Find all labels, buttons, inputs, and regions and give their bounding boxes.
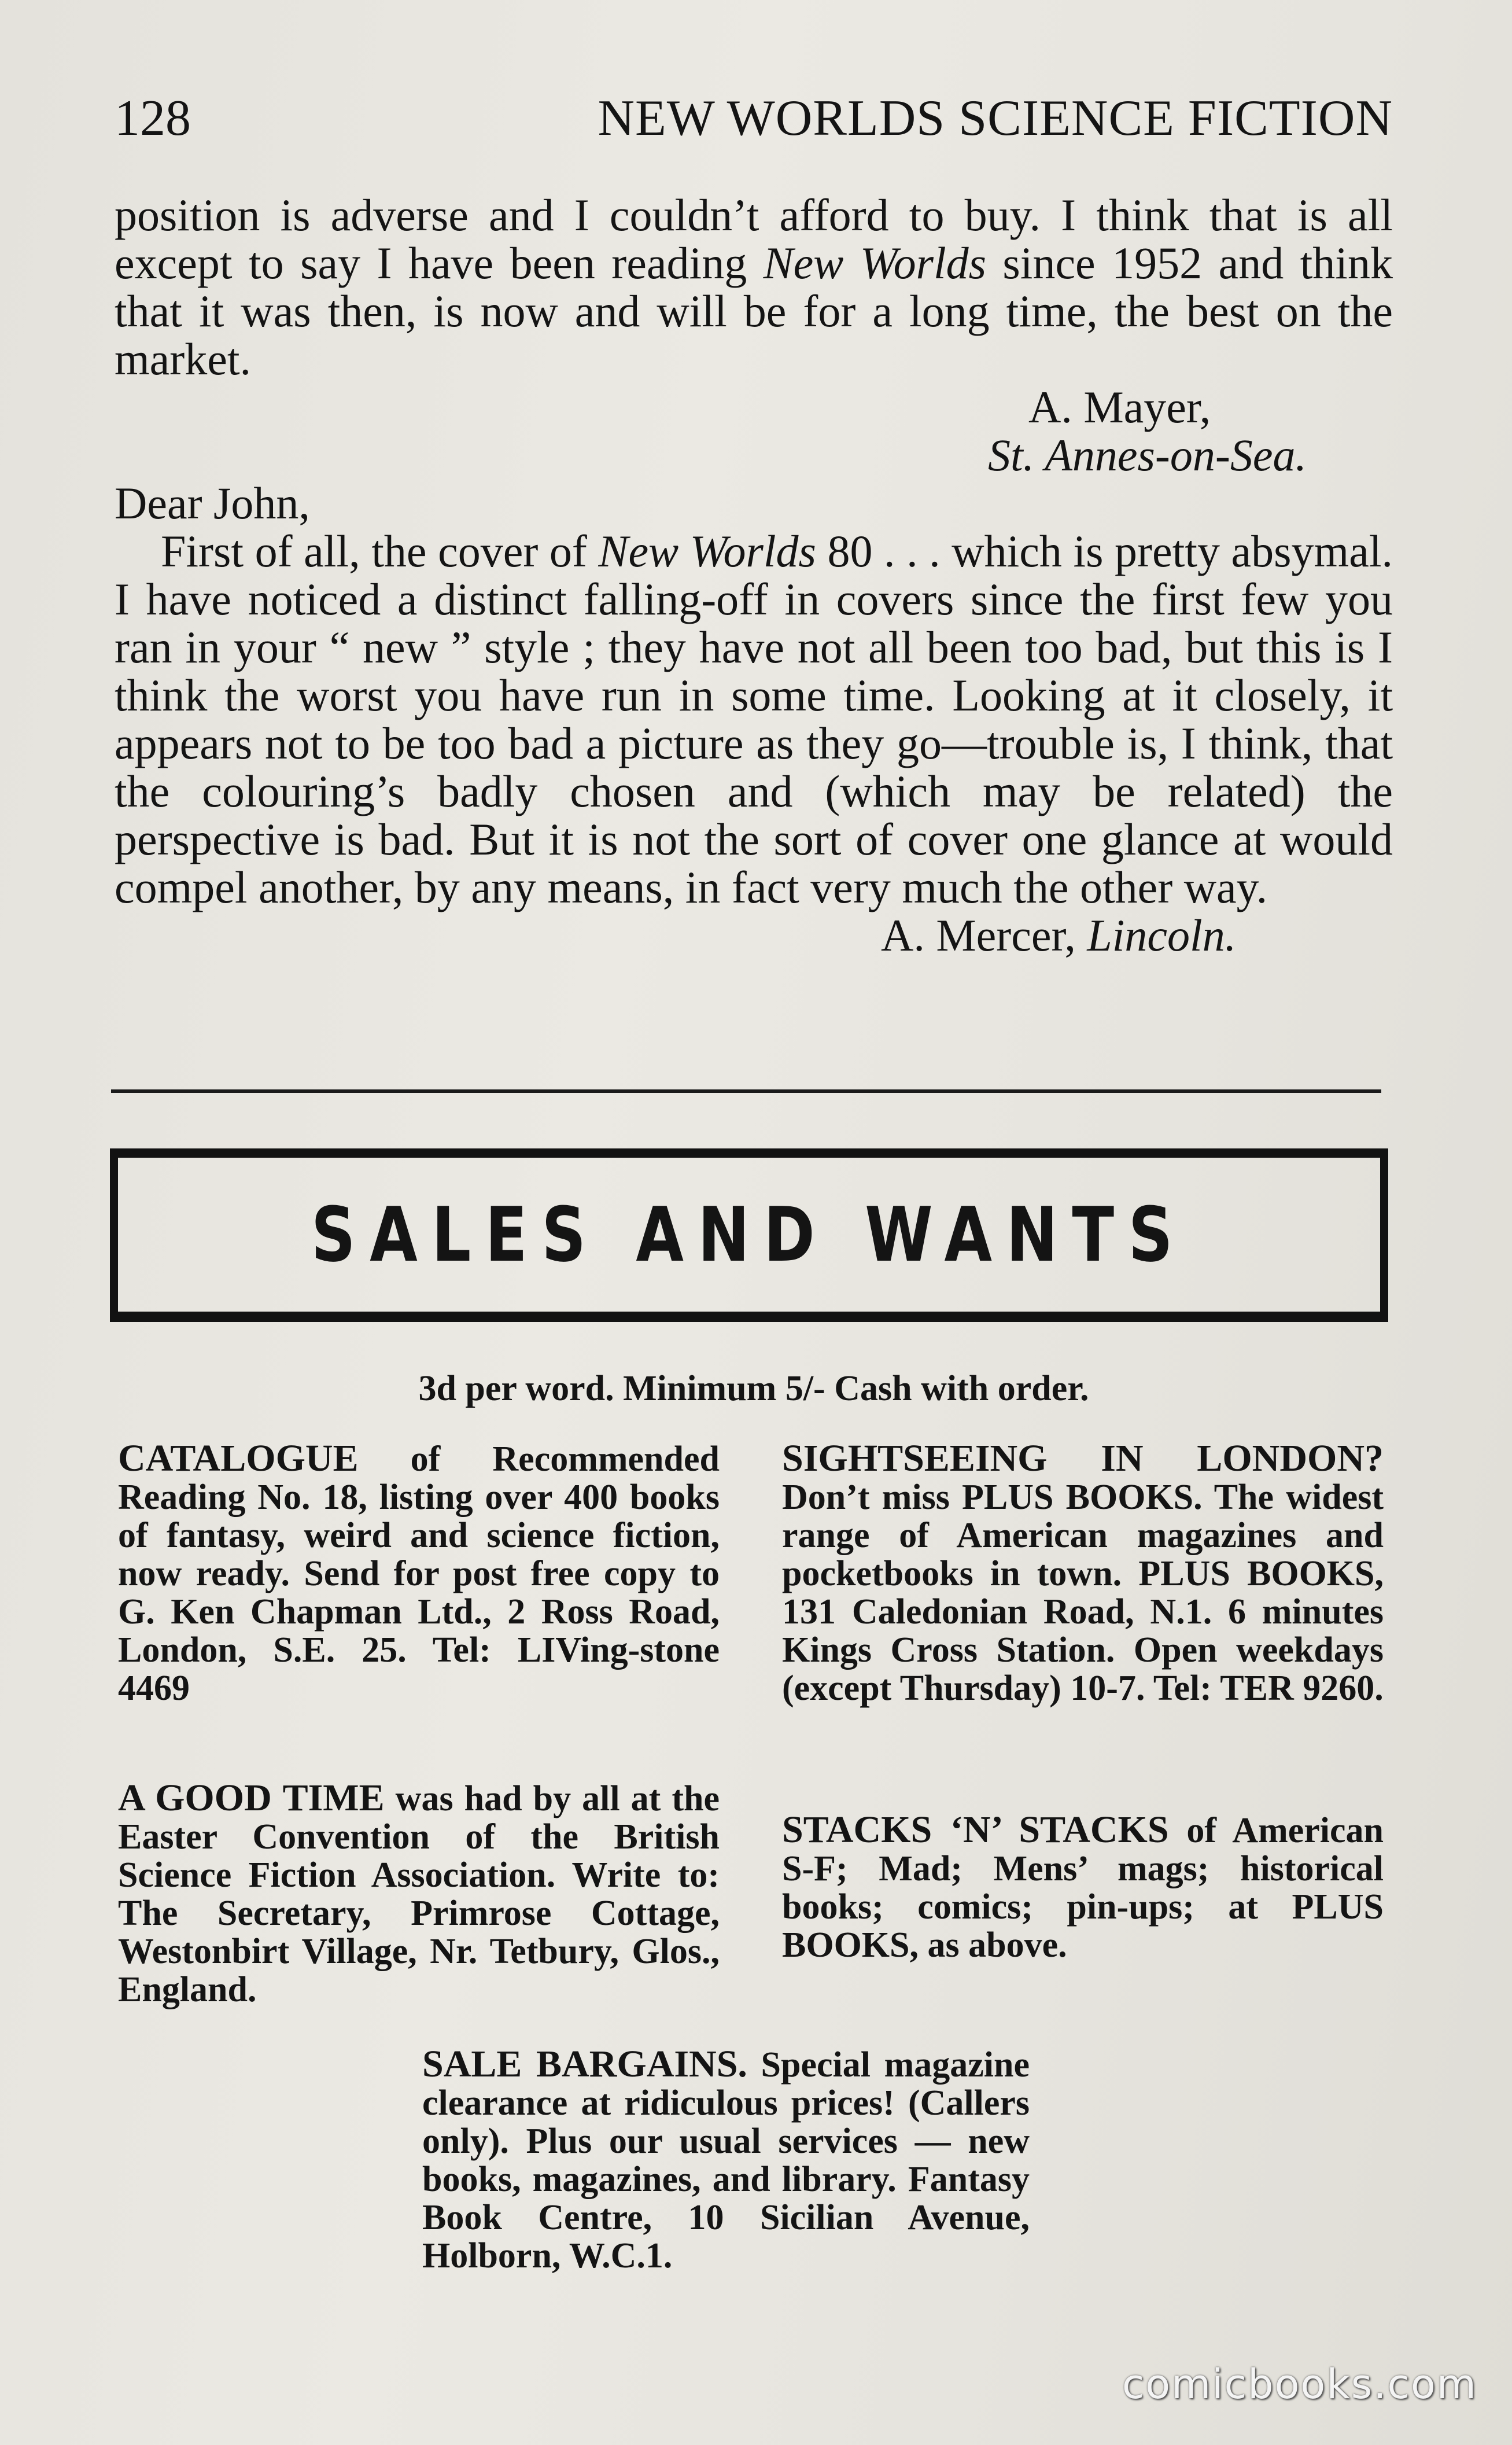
- sales-and-wants-box: [110, 1148, 1388, 1322]
- letter-1-magazine-name: New Worlds: [763, 238, 986, 288]
- ad-rate-line: 3d per word. Minimum 5/- Cash with order.: [418, 1369, 1089, 1408]
- classified-ad-sightseeing: [782, 1439, 1384, 1707]
- letter-2-signature-name: A. Mercer,: [881, 910, 1087, 960]
- ad-lead: CATALOGUE: [118, 1437, 359, 1479]
- section-divider: [111, 1089, 1381, 1093]
- ad-lead: A GOOD TIME: [118, 1777, 385, 1819]
- letter-2-body: [115, 527, 1393, 911]
- letter-2-text-b: 80 . . . which is pretty absymal. I have noticed a distinct falling-off in covers since the first few you ran in your “ new ” style ; they have not all been too bad, but this is I think the worst you have run in some time. Looking at it closely, it appears not to be too bad a picture as they go—trouble is, I think, that the colouring’s badly chosen and (which may be related) the perspective is bad. But it is not the sort of cover one glance at would compel another, by any means, in fact very much the other way.: [115, 526, 1393, 912]
- sales-and-wants-heading: SALES AND WANTS: [311, 1191, 1188, 1279]
- ad-text: Don’t miss PLUS BOOKS. The widest range of American magazines and pocketbooks in town. PLUS BOOKS, 131 Caledonian Road, N.1. 6 minutes Kings Cross Station. Open weekdays (except Thursday) 10-7. Tel: TER 9260.: [782, 1478, 1384, 1708]
- letter-1-signature-place: St. Annes-on-Sea.: [988, 430, 1307, 480]
- letter-1-text-a: position is adverse and I couldn’t afford to buy. I think that is all except to say I have been reading: [115, 190, 1393, 288]
- page-number: 128: [115, 90, 191, 146]
- page-header: [115, 87, 1393, 150]
- ad-lead: STACKS ‘N’ STACKS: [782, 1809, 1169, 1851]
- letter-1-text-b: since 1952 and think that it was then, is now and will be for a long time, the best on the market.: [115, 238, 1393, 384]
- letter-1-signature-name: A. Mayer,: [1028, 382, 1211, 432]
- ad-text: of Recommended Reading No. 18, listing over 400 books of fantasy, weird and science fiction, now ready. Send for post free copy to G. Ken Chapman Ltd., 2 Ross Road, London, S.E. 25. Tel: LIVing-stone 4469: [118, 1439, 720, 1708]
- ad-lead: SALE BARGAINS.: [422, 2043, 747, 2085]
- watermark: comicbooks.com: [1122, 2361, 1477, 2408]
- letter-2-signature-place: Lincoln.: [1087, 910, 1237, 960]
- letter-2-signature: [115, 911, 1393, 959]
- running-title: NEW WORLDS SCIENCE FICTION: [598, 90, 1393, 146]
- letters-column: [115, 191, 1393, 959]
- classified-ad-catalogue: [118, 1439, 720, 1707]
- letter-2-salutation: Dear John,: [115, 478, 310, 528]
- ad-text: of American S-F; Mad; Mens’ mags; historical books; comics; pin-ups; at PLUS BOOKS, as above.: [782, 1811, 1384, 1965]
- ad-text: was had by all at the Easter Convention of the British Science Fiction Association. Write to: The Secretary, Primrose Cottage, Westonbirt Village, Nr. Tetbury, Glos., England.: [118, 1779, 720, 2009]
- letter-1-body: [115, 191, 1393, 383]
- classified-ad-stacks: [782, 1811, 1384, 1964]
- ad-text: Special magazine clearance at ridiculous prices! (Callers only). Plus our usual services — new books, magazines, and library. Fantasy Book Centre, 10 Sicilian Avenue, Holborn, W.C.1.: [422, 2045, 1030, 2275]
- letter-2-text-a: First of all, the cover of: [161, 526, 599, 576]
- classified-ad-sale-bargains: [422, 2045, 1030, 2275]
- classified-ad-good-time: [118, 1779, 720, 2009]
- letter-2-magazine-name: New Worlds: [598, 526, 816, 576]
- ad-lead: SIGHTSEEING IN LONDON?: [782, 1437, 1384, 1479]
